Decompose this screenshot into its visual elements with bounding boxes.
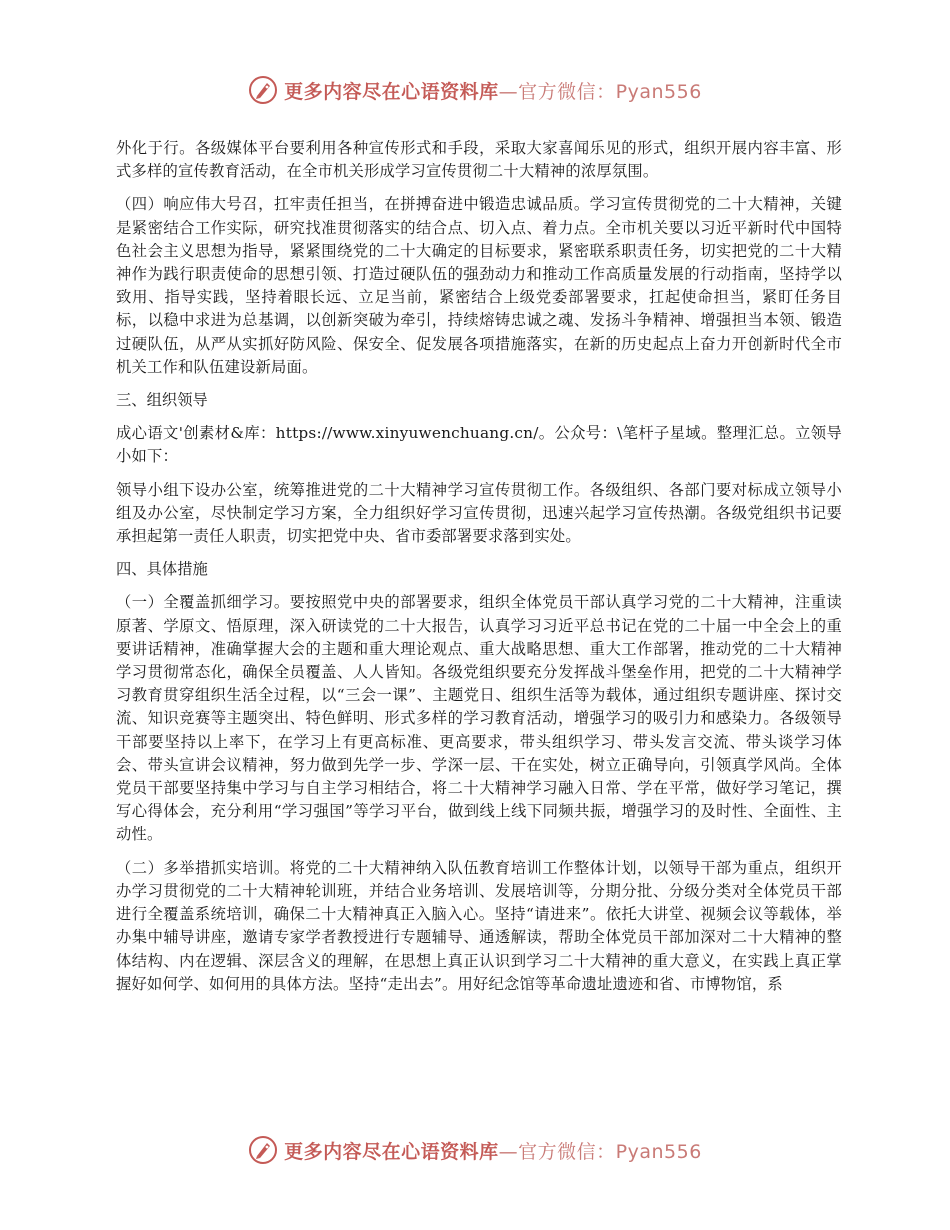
banner-dash: — xyxy=(498,80,519,103)
banner-content xyxy=(248,1135,702,1165)
banner-text xyxy=(284,77,702,104)
pen-nib-logo-icon xyxy=(248,75,278,105)
banner-wechat-text: 官方微信：Pyan556 xyxy=(518,1140,702,1163)
paragraph-continuation: 外化于行。各级媒体平台要利用各种宣传形式和手段，采取大家喜闻乐见的形式，组织开展内容丰富、形式多样的宣传教育活动，在全市机关形成学习宣传贯彻二十大精神的浓厚氛围。 xyxy=(116,139,842,181)
banner-main-text: 更多内容尽在心语资料库 xyxy=(284,80,499,103)
paragraph-measure-2: （二）多举措抓实培训。将党的二十大精神纳入队伍教育培训工作整体计划，以领导干部为重点，组织开办学习贯彻党的二十大精神轮训班，并结合业务培训、发展培训等，分期分批、分级分类对全体党员干部进行全覆盖系统培训，确保二十大精神真正入脑入心。坚持“请进来”。依托大讲堂、视频会议等载体，举办集中辅导讲座，邀请专家学者教授进行专题辅导、通透解读，帮助全体党员干部加深对二十大精神的整体结构、内在逻辑、深层含义的理解，在思想上真正认识到学习二十大精神的重大意义，在实践上真正掌握好如何学、如何用的具体方法。坚持“走出去”。用好纪念馆等革命遗址遗迹和省、市博物馆，系 xyxy=(116,858,842,993)
paragraph-leadership-office: 领导小组下设办公室，统筹推进党的二十大精神学习宣传贯彻工作。各级组织、各部门要对标成立领导小组及办公室，尽快制定学习方案，全力组织好学习宣传贯彻，迅速兴起学习宣传热潮。各级党组织书记要承担起第一责任人职责，切实把党中央、省市委部署要求落到实处。 xyxy=(116,480,842,546)
banner-dash: — xyxy=(498,1140,519,1163)
paragraph-source-note: 成心语文'创素材&库：https://www.xinyuwenchuang.cn/。公众号：\笔杆子星域。整理汇总。立领导小如下： xyxy=(116,424,842,466)
document-body xyxy=(116,137,842,1006)
banner-main-text: 更多内容尽在心语资料库 xyxy=(284,1140,499,1163)
heading-specific-measures: 四、具体措施 xyxy=(116,560,208,579)
banner-wechat-text: 官方微信：Pyan556 xyxy=(518,80,702,103)
banner-text xyxy=(284,1137,702,1164)
paragraph-section-4: （四）响应伟大号召，扛牢责任担当，在拼搏奋进中锻造忠诚品质。学习宣传贯彻党的二十大精神，关键是紧密结合工作实际，研究找准贯彻落实的结合点、切入点、着力点。全市机关要以习近平新时代中国特色社会主义思想为指导，紧紧围绕党的二十大确定的目标要求，紧密联系职责任务，切实把党的二十大精神作为践行职责使命的思想引领、打造过硬队伍的强劲动力和推动工作高质量发展的行动指南，坚持学以致用、指导实践，坚持着眼长远、立足当前，紧密结合上级党委部署要求，扛起使命担当，紧盯任务目标，以稳中求进为总基调，以创新突破为牵引，持续熔铸忠诚之魂、发扬斗争精神、增强担当本领、锻造过硬队伍，从严从实抓好防风险、保安全、促发展各项措施落实，在新的历史起点上奋力开创新时代全市机关工作和队伍建设新局面。 xyxy=(116,195,842,376)
paragraph-measure-1: （一）全覆盖抓细学习。要按照党中央的部署要求，组织全体党员干部认真学习党的二十大精神，注重读原著、学原文、悟原理，深入研读党的二十大报告，认真学习习近平总书记在党的二十届一中全会上的重要讲话精神，准确掌握大会的主题和重大理论观点、重大战略思想、重大工作部署，推动党的二十大精神学习贯彻常态化，确保全员覆盖、人人皆知。各级党组织要充分发挥战斗堡垒作用，把党的二十大精神学习教育贯穿组织生活全过程，以“三会一课”、主题党日、组织生活等为载体，通过组织专题讲座、探讨交流、知识竞赛等主题突出、特色鲜明、形式多样的学习教育活动，增强学习的吸引力和感染力。各级领导干部要坚持以上率下，在学习上有更高标准、更高要求，带头组织学习、带头发言交流、带头谈学习体会、带头宣讲会议精神，努力做到先学一步、学深一层、干在实处，树立正确导向，引领真学风尚。全体党员干部要坚持集中学习与自主学习相结合，将二十大精神学习融入日常、学在平常，做好学习笔记，撰写心得体会，充分利用“学习强国”等学习平台，做到线上线下同频共振，增强学习的及时性、全面性、主动性。 xyxy=(116,593,842,844)
footer-banner xyxy=(0,1130,950,1170)
pen-nib-logo-icon xyxy=(248,1135,278,1165)
header-banner xyxy=(0,70,950,110)
banner-content xyxy=(248,75,702,105)
heading-organization-leadership: 三、组织领导 xyxy=(116,391,208,410)
